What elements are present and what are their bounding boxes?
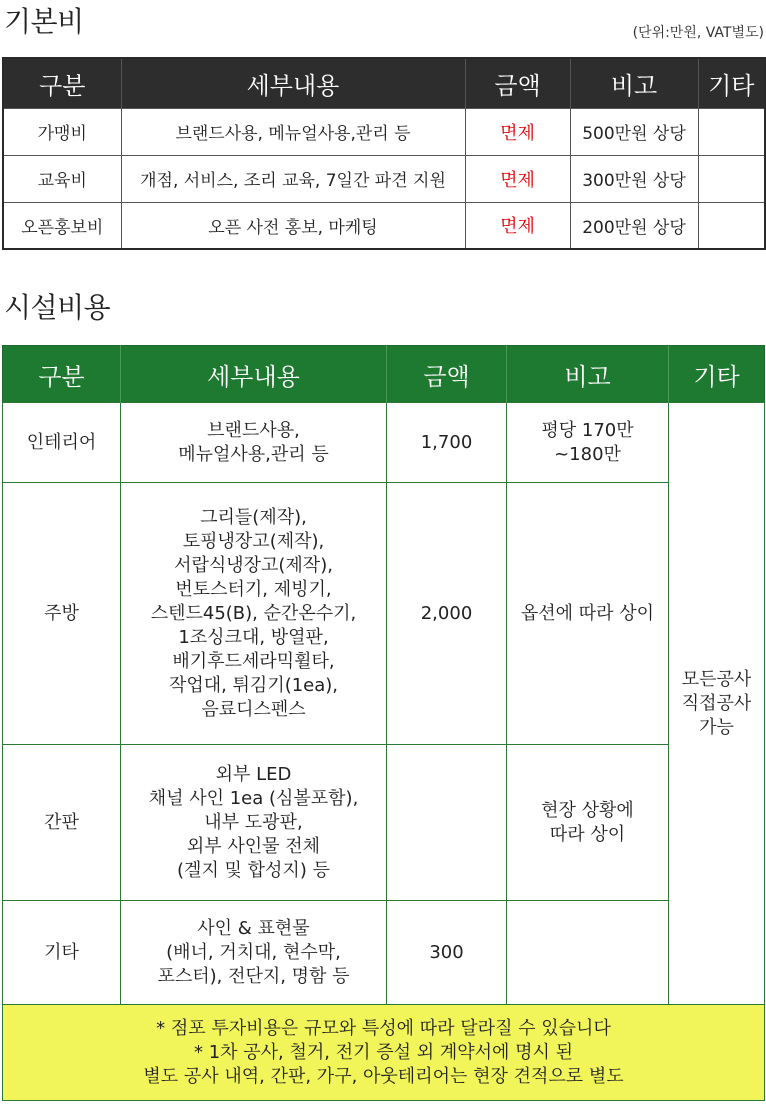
row-category: 간판 — [3, 745, 121, 901]
row-detail: 브랜드사용, 메뉴얼사용,관리 등 — [121, 108, 465, 155]
table-row — [3, 745, 765, 901]
row-amount: 1,700 — [387, 403, 507, 483]
header-detail: 세부내용 — [121, 346, 387, 403]
table-row — [3, 202, 765, 249]
table-row — [3, 108, 765, 155]
row-category: 인테리어 — [3, 403, 121, 483]
table-row — [3, 403, 765, 483]
row-category: 주방 — [3, 483, 121, 745]
facility-header-row — [3, 346, 765, 403]
row-etc — [698, 108, 765, 155]
etc-merged-cell: 모든공사 직접공사 가능 — [669, 403, 765, 1005]
row-detail: 그리들(제작), 토핑냉장고(제작), 서랍식냉장고(제작), 번토스터기, 제빙기, 스텐드45(B), 순간온수기, 1조싱크대, 방열판, 배기후드세라믹휠타, 작업대, 튀김기(1ea), 음료디스펜스 — [121, 483, 387, 745]
row-detail: 외부 LED 채널 사인 1ea (심볼포함), 내부 도광판, 외부 사인물 전체 (겔지 및 합성지) 등 — [121, 745, 387, 901]
row-detail: 개점, 서비스, 조리 교육, 7일간 파견 지원 — [121, 155, 465, 202]
row-etc — [698, 155, 765, 202]
row-category: 교육비 — [3, 155, 121, 202]
footnote-row — [3, 1005, 765, 1101]
row-note: 200만원 상당 — [570, 202, 698, 249]
row-note — [507, 901, 669, 1005]
basic-fee-table — [2, 57, 766, 250]
row-etc — [698, 202, 765, 249]
header-etc: 기타 — [669, 346, 765, 403]
basic-fee-title: 기본비 — [4, 5, 84, 38]
table-row — [3, 483, 765, 745]
footnote: * 점포 투자비용은 규모와 특성에 따라 달라질 수 있습니다 * 1차 공사, 철거, 전기 증설 외 계약서에 명시 된 별도 공사 내역, 간판, 가구, 아웃테리어는 현장 견적으로 별도 — [3, 1005, 765, 1101]
header-note: 비고 — [570, 58, 698, 108]
row-amount: 면제 — [465, 155, 570, 202]
row-amount: 면제 — [465, 108, 570, 155]
header-category: 구분 — [3, 58, 121, 108]
unit-note: (단위:만원, VAT별도) — [632, 25, 764, 41]
row-note: 평당 170만 ~180만 — [507, 403, 669, 483]
row-category: 가맹비 — [3, 108, 121, 155]
row-note: 옵션에 따라 상이 — [507, 483, 669, 745]
header-detail: 세부내용 — [121, 58, 465, 108]
row-category: 기타 — [3, 901, 121, 1005]
row-detail: 브랜드사용, 메뉴얼사용,관리 등 — [121, 403, 387, 483]
row-detail: 오픈 사전 홍보, 마케팅 — [121, 202, 465, 249]
header-category: 구분 — [3, 346, 121, 403]
row-note: 500만원 상당 — [570, 108, 698, 155]
table-row — [3, 901, 765, 1005]
header-etc: 기타 — [698, 58, 765, 108]
row-category: 오픈홍보비 — [3, 202, 121, 249]
basic-header-row — [3, 58, 765, 108]
facility-cost-title: 시설비용 — [4, 291, 111, 324]
facility-cost-table — [2, 345, 765, 1101]
row-note: 현장 상황에 따라 상이 — [507, 745, 669, 901]
row-detail: 사인 & 표현물 (배너, 거치대, 현수막, 포스터), 전단지, 명함 등 — [121, 901, 387, 1005]
row-amount: 면제 — [465, 202, 570, 249]
row-amount — [387, 745, 507, 901]
row-note: 300만원 상당 — [570, 155, 698, 202]
row-amount: 300 — [387, 901, 507, 1005]
header-amount: 금액 — [465, 58, 570, 108]
header-note: 비고 — [507, 346, 669, 403]
row-amount: 2,000 — [387, 483, 507, 745]
header-amount: 금액 — [387, 346, 507, 403]
table-row — [3, 155, 765, 202]
